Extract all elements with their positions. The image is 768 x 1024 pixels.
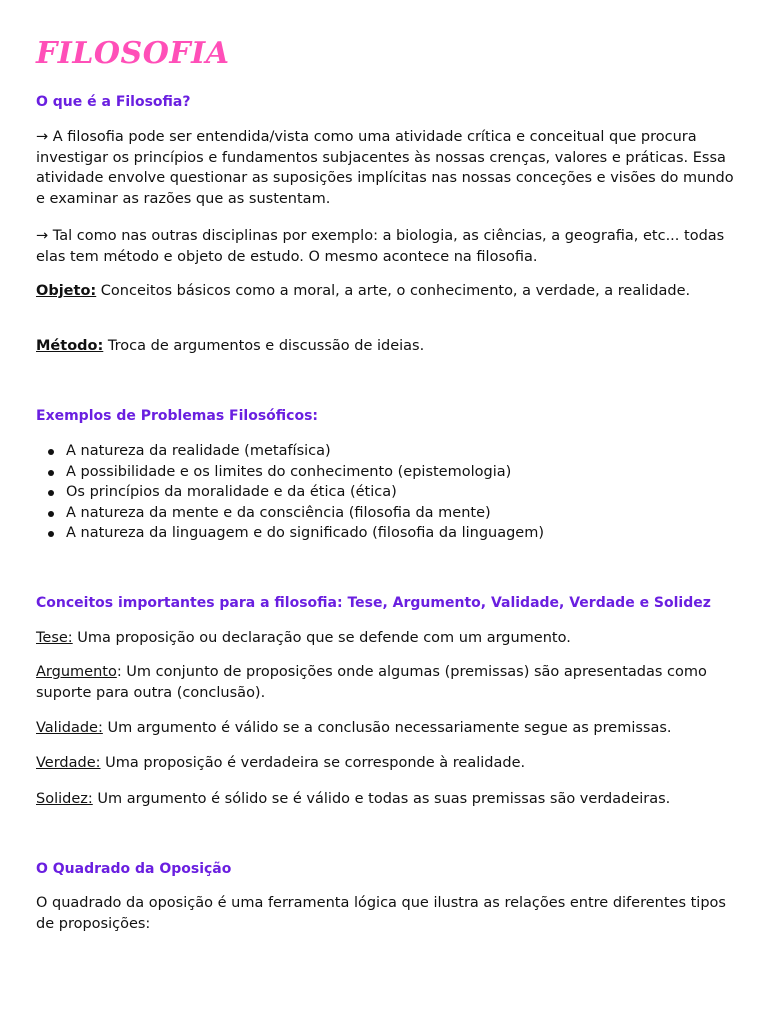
paragraph-tese [36, 628, 736, 649]
section-heading-examples: Exemplos de Problemas Filosóficos: [36, 408, 319, 424]
bullet-icon [48, 531, 54, 537]
tese-label: Tese: [36, 630, 73, 646]
paragraph-disciplines: → Tal como nas outras disciplinas por exemplo: a biologia, as ciências, a geografia, etc... todas elas tem método e objeto de estudo. O mesmo acontece na filosofia. [36, 228, 725, 265]
objeto-label: Objeto: [36, 283, 97, 299]
paragraph-metodo [36, 336, 736, 357]
argumento-text: : Um conjunto de proposições onde algumas (premissas) são apresentadas como suporte para outra (conclusão). [36, 664, 707, 701]
list-item: A natureza da linguagem e do significado (filosofia da linguagem) [36, 523, 544, 544]
list-item: A natureza da realidade (metafísica) [36, 441, 544, 462]
page-title: FILOSOFIA [36, 36, 230, 71]
validade-label: Validade: [36, 720, 103, 736]
solidez-label: Solidez: [36, 791, 93, 807]
list-item: A possibilidade e os limites do conhecimento (epistemologia) [36, 462, 544, 483]
argumento-label: Argumento [36, 664, 117, 680]
verdade-label: Verdade: [36, 755, 101, 771]
solidez-text: Um argumento é sólido se é válido e todas as suas premissas são verdadeiras. [92, 791, 671, 807]
bullet-icon [48, 470, 54, 476]
bullet-icon [48, 449, 54, 455]
objeto-text: Conceitos básicos como a moral, a arte, o conhecimento, a verdade, a realidade. [96, 283, 691, 299]
list-item: A natureza da mente e da consciência (filosofia da mente) [36, 503, 544, 524]
section-heading-concepts: Conceitos importantes para a filosofia: Tese, Argumento, Validade, Verdade e Solidez [36, 595, 711, 611]
paragraph-square-intro: O quadrado da oposição é uma ferramenta lógica que ilustra as relações entre diferentes tipos de proposições: [36, 895, 726, 932]
metodo-text: Troca de argumentos e discussão de ideias. [103, 338, 425, 354]
bullet-icon [48, 490, 54, 496]
list-item: Os princípios da moralidade e da ética (ética) [36, 482, 544, 503]
problems-list [36, 441, 544, 544]
bullet-icon [48, 511, 54, 517]
tese-text: Uma proposição ou declaração que se defende com um argumento. [72, 630, 571, 646]
metodo-label: Método: [36, 338, 104, 354]
paragraph-solidez [36, 789, 736, 810]
paragraph-objeto [36, 281, 736, 302]
section-heading-square-of-opposition: O Quadrado da Oposição [36, 861, 232, 877]
validade-text: Um argumento é válido se a conclusão necessariamente segue as premissas. [102, 720, 672, 736]
paragraph-validade [36, 718, 736, 739]
paragraph-verdade [36, 753, 736, 774]
paragraph-definition: → A filosofia pode ser entendida/vista como uma atividade crítica e conceitual que procura investigar os princípios e fundamentos subjacentes às nossas crenças, valores e práticas. Essa atividade envolve questionar as suposições implícitas nas nossas conceções e visões do mundo e examinar as razões que as sustentam. [36, 129, 734, 207]
verdade-text: Uma proposição é verdadeira se corresponde à realidade. [100, 755, 526, 771]
section-heading-what-is-philosophy: O que é a Filosofia? [36, 94, 191, 110]
paragraph-argumento [36, 662, 736, 703]
